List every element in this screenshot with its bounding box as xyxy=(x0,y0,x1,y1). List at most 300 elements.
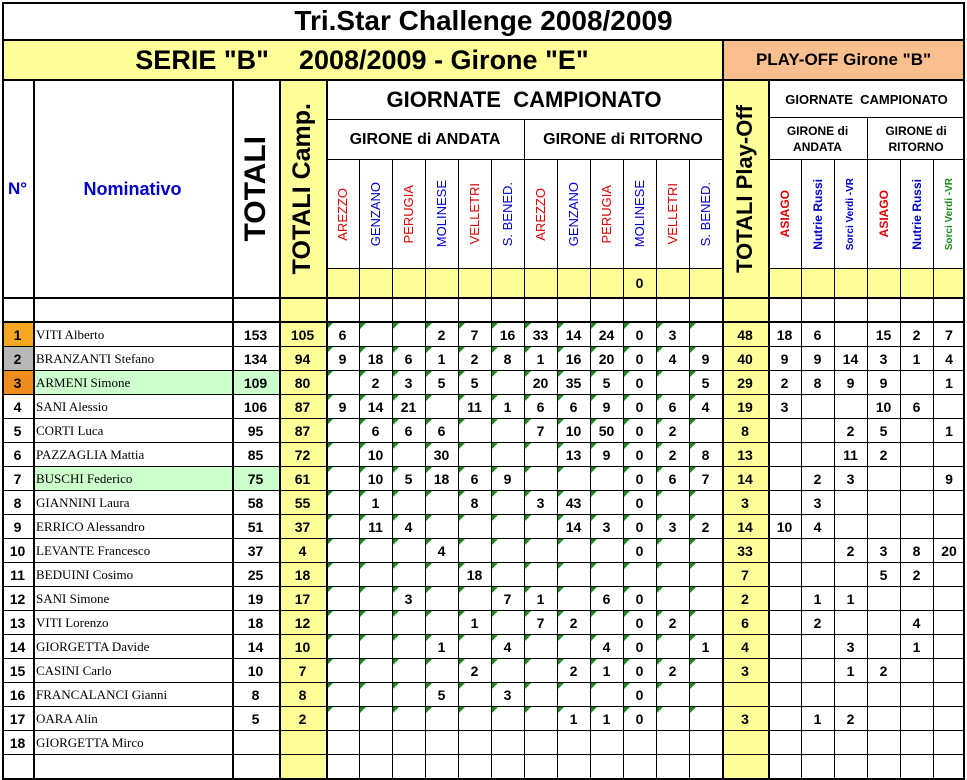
row-match-score xyxy=(458,443,491,467)
row-playoff-score: 9 xyxy=(780,351,789,367)
row-name: SANI Simone xyxy=(36,591,110,606)
comment-marker-icon xyxy=(491,395,498,402)
row-playoff-score xyxy=(768,707,801,731)
comment-marker-icon xyxy=(689,371,696,378)
score-value: 4 xyxy=(404,519,413,535)
score-value: 0 xyxy=(635,591,644,607)
row-playoff-total: 29 xyxy=(737,375,753,391)
score-value: 3 xyxy=(404,591,413,607)
grid-line xyxy=(900,160,901,780)
row-match-score xyxy=(458,539,491,563)
row-match-score xyxy=(689,635,722,659)
comment-marker-icon xyxy=(392,635,399,642)
row-match-score xyxy=(623,515,656,539)
row-match-score xyxy=(491,467,524,491)
po-column-header xyxy=(933,160,965,268)
row-match-score xyxy=(458,371,491,395)
score-value: 6 xyxy=(338,327,347,343)
serie-header: SERIE "B" 2008/2009 - Girone "E" xyxy=(135,44,589,75)
row-playoff-score: 10 xyxy=(776,519,793,535)
row-match-score xyxy=(590,611,623,635)
comment-marker-icon xyxy=(623,443,630,450)
comment-marker-icon xyxy=(623,587,630,594)
row-playoff-score: 2 xyxy=(846,711,855,727)
row-match-score xyxy=(491,323,524,347)
grid-line xyxy=(2,706,965,707)
row-match-score xyxy=(326,515,359,539)
row-playoff-score: 8 xyxy=(912,543,921,559)
row-match-score xyxy=(656,323,689,347)
row-match-score xyxy=(326,371,359,395)
row-playoff-score xyxy=(834,683,867,707)
row-number: 7 xyxy=(13,471,22,487)
score-value: 21 xyxy=(400,399,417,415)
po-andata-header: GIRONE di ANDATA xyxy=(786,124,849,154)
comment-marker-icon xyxy=(590,443,597,450)
comment-marker-icon xyxy=(557,539,564,546)
giornate-header: GIORNATE CAMPIONATO xyxy=(386,87,662,112)
row-camp-total: 7 xyxy=(298,663,307,679)
row-match-score xyxy=(623,683,656,707)
comment-marker-icon xyxy=(425,563,432,570)
row-playoff-score xyxy=(768,587,801,611)
row-match-score xyxy=(590,347,623,371)
comment-marker-icon xyxy=(557,515,564,522)
comment-marker-icon xyxy=(590,683,597,690)
comment-marker-icon xyxy=(491,467,498,474)
score-value: 20 xyxy=(532,375,549,391)
score-value: 2 xyxy=(437,327,446,343)
row-match-score xyxy=(326,659,359,683)
row-match-score xyxy=(392,611,425,635)
comment-marker-icon xyxy=(623,635,630,642)
score-value: 10 xyxy=(367,471,384,487)
row-playoff-score xyxy=(834,731,867,755)
comment-marker-icon xyxy=(524,395,531,402)
row-match-score xyxy=(590,371,623,395)
comment-marker-icon xyxy=(524,563,531,570)
grid-line xyxy=(392,160,393,780)
sheet-title: Tri.Star Challenge 2008/2009 xyxy=(294,5,673,36)
comment-marker-icon xyxy=(557,707,564,714)
po-column-label: ASIAGO xyxy=(777,190,792,238)
comment-marker-icon xyxy=(557,659,564,666)
row-match-score xyxy=(524,587,557,611)
comment-marker-icon xyxy=(689,467,696,474)
match-subheader-value xyxy=(590,268,623,298)
row-match-score xyxy=(425,539,458,563)
row-match-score xyxy=(557,515,590,539)
po-column-header xyxy=(834,160,867,268)
score-value: 8 xyxy=(503,351,512,367)
comment-marker-icon xyxy=(458,683,465,690)
match-subheader-value xyxy=(557,268,590,298)
row-name: SANI Alessio xyxy=(36,399,108,414)
row-match-score xyxy=(590,731,623,755)
comment-marker-icon xyxy=(656,539,663,546)
score-value: 14 xyxy=(565,327,582,343)
row-playoff-score: 4 xyxy=(945,351,953,367)
row-playoff-score xyxy=(867,587,900,611)
comment-marker-icon xyxy=(458,515,465,522)
comment-marker-icon xyxy=(458,467,465,474)
row-playoff-score xyxy=(867,611,900,635)
row-playoff-score: 2 xyxy=(846,543,855,559)
row-playoff-score: 1 xyxy=(945,423,953,439)
score-value: 2 xyxy=(569,663,578,679)
comment-marker-icon xyxy=(359,323,366,330)
row-match-score xyxy=(524,467,557,491)
score-value: 11 xyxy=(368,519,383,535)
score-value: 2 xyxy=(470,663,479,679)
row-playoff-score: 18 xyxy=(776,327,793,343)
row-match-score xyxy=(359,323,392,347)
score-value: 5 xyxy=(437,375,446,391)
row-match-score xyxy=(458,635,491,659)
score-value: 1 xyxy=(602,711,611,727)
row-playoff-score: 8 xyxy=(813,375,822,391)
row-match-score xyxy=(524,611,557,635)
score-value: 8 xyxy=(701,447,710,463)
row-total: 10 xyxy=(247,663,264,679)
row-playoff-score xyxy=(900,731,933,755)
row-playoff-score xyxy=(867,491,900,515)
row-playoff-score: 3 xyxy=(879,351,888,367)
score-value: 18 xyxy=(433,471,450,487)
score-value: 3 xyxy=(503,687,512,703)
comment-marker-icon xyxy=(590,395,597,402)
row-match-score xyxy=(359,731,392,755)
comment-marker-icon xyxy=(392,683,399,690)
comment-marker-icon xyxy=(557,587,564,594)
row-name: BEDUINI Cosimo xyxy=(36,567,134,582)
comment-marker-icon xyxy=(458,611,465,618)
row-playoff-score xyxy=(768,443,801,467)
score-value: 2 xyxy=(668,615,677,631)
row-playoff-score xyxy=(900,491,933,515)
row-match-score xyxy=(491,683,524,707)
score-value: 1 xyxy=(536,351,545,367)
row-playoff-total: 6 xyxy=(741,615,749,631)
row-match-score xyxy=(425,587,458,611)
row-match-score xyxy=(590,419,623,443)
grid-line xyxy=(867,118,868,780)
comment-marker-icon xyxy=(491,347,498,354)
row-match-score xyxy=(656,443,689,467)
comment-marker-icon xyxy=(491,683,498,690)
grid-line xyxy=(524,120,525,780)
grid-line xyxy=(2,370,965,371)
row-camp-total: 12 xyxy=(294,615,311,631)
match-column-label: PERUGIA xyxy=(401,184,416,244)
row-total: 75 xyxy=(232,467,279,491)
score-value: 0 xyxy=(635,471,644,487)
row-match-score xyxy=(590,635,623,659)
row-name: CORTI Luca xyxy=(36,423,104,438)
grid-line xyxy=(2,466,965,467)
row-playoff-score xyxy=(801,419,834,443)
comment-marker-icon xyxy=(623,347,630,354)
row-match-score xyxy=(458,467,491,491)
row-match-score xyxy=(491,707,524,731)
grid-line xyxy=(279,80,281,780)
comment-marker-icon xyxy=(590,419,597,426)
row-playoff-total: 2 xyxy=(741,591,749,607)
po-ritorno-header: GIRONE di RITORNO xyxy=(885,124,947,154)
row-match-score xyxy=(656,515,689,539)
row-match-score xyxy=(557,491,590,515)
score-value: 0 xyxy=(635,687,644,703)
match-subheader-value xyxy=(425,268,458,298)
comment-marker-icon xyxy=(425,443,432,450)
score-value: 4 xyxy=(668,351,677,367)
row-match-score xyxy=(590,659,623,683)
score-value: 0 xyxy=(635,519,644,535)
score-value: 4 xyxy=(437,543,446,559)
row-match-score xyxy=(326,635,359,659)
po-column-label: Nutrie Russi xyxy=(909,178,924,250)
comment-marker-icon xyxy=(392,371,399,378)
row-match-score xyxy=(524,635,557,659)
score-value: 24 xyxy=(598,327,615,343)
comment-marker-icon xyxy=(689,395,696,402)
score-value: 5 xyxy=(404,471,413,487)
row-match-score xyxy=(557,635,590,659)
comment-marker-icon xyxy=(623,539,630,546)
comment-marker-icon xyxy=(425,371,432,378)
row-match-score xyxy=(524,395,557,419)
playoff-header: PLAY-OFF Girone "B" xyxy=(755,50,932,69)
score-value: 3 xyxy=(536,495,545,511)
comment-marker-icon xyxy=(458,635,465,642)
row-number: 17 xyxy=(9,711,26,727)
comment-marker-icon xyxy=(425,587,432,594)
row-playoff-score: 1 xyxy=(945,375,953,391)
score-value: 5 xyxy=(701,375,710,391)
row-match-score xyxy=(590,323,623,347)
match-column-label: VELLETRI xyxy=(467,183,482,245)
row-match-score xyxy=(524,563,557,587)
row-playoff-score xyxy=(801,683,834,707)
score-value: 4 xyxy=(503,639,512,655)
row-match-score xyxy=(524,347,557,371)
row-match-score xyxy=(656,731,689,755)
row-total: 8 xyxy=(251,687,260,703)
comment-marker-icon xyxy=(524,491,531,498)
comment-marker-icon xyxy=(392,491,399,498)
score-value: 9 xyxy=(602,447,611,463)
grid-line xyxy=(2,514,965,515)
comment-marker-icon xyxy=(656,467,663,474)
comment-marker-icon xyxy=(524,683,531,690)
row-match-score xyxy=(359,683,392,707)
score-value: 0 xyxy=(635,495,644,511)
comment-marker-icon xyxy=(392,515,399,522)
comment-marker-icon xyxy=(623,491,630,498)
comment-marker-icon xyxy=(491,587,498,594)
comment-marker-icon xyxy=(458,395,465,402)
row-match-score xyxy=(557,539,590,563)
row-match-score xyxy=(359,491,392,515)
comment-marker-icon xyxy=(656,323,663,330)
score-value: 3 xyxy=(602,519,611,535)
row-match-score xyxy=(524,659,557,683)
comment-marker-icon xyxy=(425,659,432,666)
row-match-score xyxy=(425,731,458,755)
row-playoff-score xyxy=(900,659,933,683)
score-value: 33 xyxy=(532,327,549,343)
comment-marker-icon xyxy=(656,443,663,450)
comment-marker-icon xyxy=(491,491,498,498)
row-match-score xyxy=(359,515,392,539)
row-match-score xyxy=(326,491,359,515)
row-match-score xyxy=(656,707,689,731)
row-playoff-score xyxy=(768,539,801,563)
row-camp-total: 18 xyxy=(294,567,311,583)
match-column-header xyxy=(458,160,491,268)
comment-marker-icon xyxy=(458,659,465,666)
comment-marker-icon xyxy=(557,443,564,450)
comment-marker-icon xyxy=(557,395,564,402)
row-match-score xyxy=(425,419,458,443)
row-match-score xyxy=(524,731,557,755)
match-column-label: GENZANO xyxy=(368,181,383,247)
row-match-score xyxy=(491,659,524,683)
match-column-header xyxy=(359,160,392,268)
score-value: 1 xyxy=(437,351,446,367)
row-match-score xyxy=(425,707,458,731)
row-playoff-score: 15 xyxy=(875,327,892,343)
row-playoff-score: 3 xyxy=(879,543,888,559)
row-name: ERRICO Alessandro xyxy=(36,519,145,534)
score-value: 6 xyxy=(404,351,413,367)
comment-marker-icon xyxy=(491,611,498,618)
grid-line xyxy=(2,634,965,635)
comment-marker-icon xyxy=(590,347,597,354)
row-match-score xyxy=(359,539,392,563)
row-match-score xyxy=(392,491,425,515)
row-playoff-score xyxy=(900,467,933,491)
comment-marker-icon xyxy=(557,683,564,690)
row-playoff-score xyxy=(801,731,834,755)
row-match-score xyxy=(458,419,491,443)
comment-marker-icon xyxy=(392,395,399,402)
row-playoff-score xyxy=(801,635,834,659)
row-match-score xyxy=(656,419,689,443)
row-playoff-score xyxy=(900,515,933,539)
po-giornate-header: GIORNATE CAMPIONATO xyxy=(785,91,948,107)
row-playoff-total xyxy=(722,731,768,755)
grid-line xyxy=(2,562,965,563)
row-match-score xyxy=(326,323,359,347)
comment-marker-icon xyxy=(623,467,630,474)
comment-marker-icon xyxy=(656,563,663,570)
comment-marker-icon xyxy=(689,659,696,666)
comment-marker-icon xyxy=(491,515,498,522)
row-match-score xyxy=(458,659,491,683)
row-match-score xyxy=(557,731,590,755)
comment-marker-icon xyxy=(425,515,432,522)
comment-marker-icon xyxy=(590,659,597,666)
row-playoff-score: 7 xyxy=(945,327,953,343)
grid-line xyxy=(458,160,459,780)
comment-marker-icon xyxy=(458,443,465,450)
row-playoff-total: 8 xyxy=(741,423,749,439)
comment-marker-icon xyxy=(623,611,630,618)
row-match-score xyxy=(590,491,623,515)
comment-marker-icon xyxy=(656,611,663,618)
score-value: 6 xyxy=(470,471,479,487)
score-value: 2 xyxy=(569,615,578,631)
match-column-header xyxy=(491,160,524,268)
row-camp-total: 55 xyxy=(294,495,311,511)
score-value: 6 xyxy=(437,423,446,439)
header-bottom xyxy=(2,297,965,299)
comment-marker-icon xyxy=(557,563,564,570)
comment-marker-icon xyxy=(425,419,432,426)
row-match-score xyxy=(458,707,491,731)
row-playoff-total: 3 xyxy=(741,663,749,679)
row-camp-total: 8 xyxy=(298,687,307,703)
comment-marker-icon xyxy=(689,611,696,618)
comment-marker-icon xyxy=(689,587,696,594)
row-playoff-score: 2 xyxy=(813,615,822,631)
row-name: OARA Alin xyxy=(36,711,98,726)
row-total: 85 xyxy=(247,447,264,463)
row-playoff-score xyxy=(801,539,834,563)
comment-marker-icon xyxy=(590,707,597,714)
row-match-score xyxy=(392,515,425,539)
row-match-score xyxy=(689,731,722,755)
row-match-score xyxy=(491,443,524,467)
row-match-score xyxy=(458,515,491,539)
score-value: 6 xyxy=(371,423,380,439)
row-match-score xyxy=(557,587,590,611)
row-match-score xyxy=(689,371,722,395)
po-column-label: Sorci Verdi -VR xyxy=(943,177,955,251)
frame-top xyxy=(2,2,965,4)
row-playoff-score xyxy=(933,731,965,755)
comment-marker-icon xyxy=(425,395,432,402)
score-value: 0 xyxy=(635,663,644,679)
row-match-score xyxy=(590,683,623,707)
row-match-score xyxy=(656,371,689,395)
row-playoff-score xyxy=(834,515,867,539)
match-column-header xyxy=(524,160,557,268)
row-match-score xyxy=(590,563,623,587)
match-subheader-value xyxy=(359,268,392,298)
row-match-score xyxy=(689,467,722,491)
row-playoff-score: 3 xyxy=(780,399,789,415)
row-match-score xyxy=(458,683,491,707)
row-match-score xyxy=(524,443,557,467)
row-match-score xyxy=(590,467,623,491)
row-playoff-score: 1 xyxy=(846,663,855,679)
row-playoff-score: 2 xyxy=(912,567,921,583)
row-number: 2 xyxy=(2,347,33,371)
row-match-score xyxy=(623,635,656,659)
grid-line xyxy=(933,160,934,780)
row-number: 12 xyxy=(9,591,26,607)
totali-camp-label: TOTALI Camp. xyxy=(288,103,316,275)
comment-marker-icon xyxy=(689,491,696,498)
row-camp-total: 87 xyxy=(294,423,311,439)
row-match-score xyxy=(425,683,458,707)
row-match-score xyxy=(326,467,359,491)
score-value: 0 xyxy=(635,423,644,439)
row-number: 4 xyxy=(13,399,22,415)
row-playoff-total: 14 xyxy=(737,519,753,535)
